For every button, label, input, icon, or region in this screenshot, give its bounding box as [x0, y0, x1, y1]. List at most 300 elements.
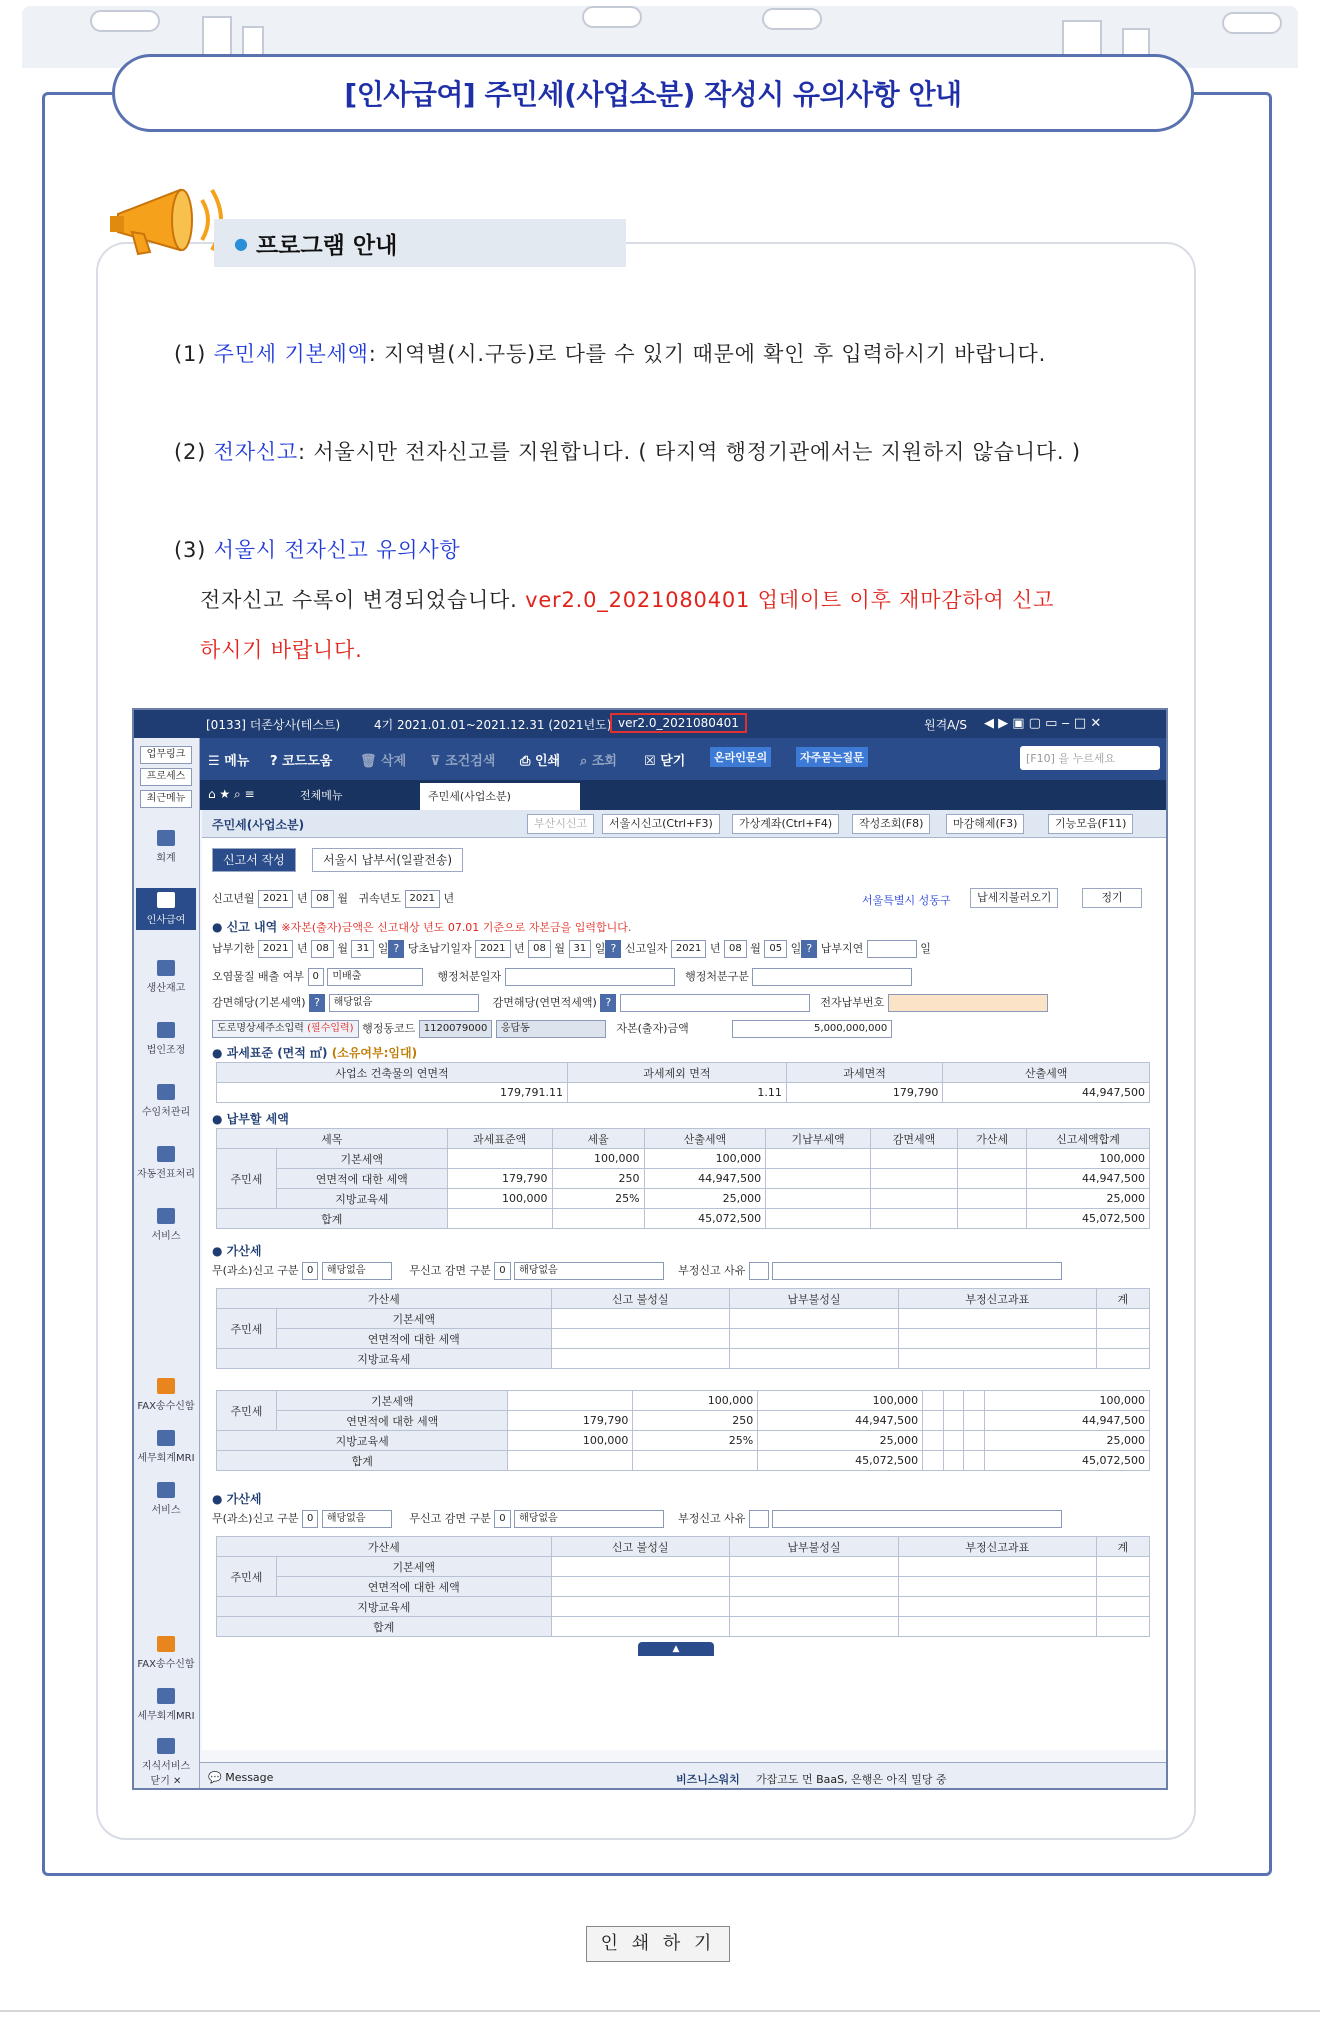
side-item[interactable]: 서비스 — [136, 1482, 196, 1516]
news-ticker[interactable]: 가잡고도 먼 BaaS, 은행은 아직 밀당 중 — [756, 1773, 947, 1786]
pollution-row: 오염물질 배출 여부 0 미배출 행정처분일자 행정처분구분 — [212, 968, 912, 986]
report-period-row: 신고년월 2021 년 08 월 귀속년도 2021 년 — [212, 890, 454, 908]
functions-button[interactable]: 기능모음(F11) — [1048, 814, 1133, 834]
table-cell[interactable] — [958, 1169, 1027, 1189]
due-day[interactable]: 31 — [351, 940, 374, 958]
table-cell: 기본세액 — [277, 1557, 552, 1577]
table-cell[interactable] — [958, 1149, 1027, 1169]
side-link[interactable]: 업무링크 — [140, 746, 192, 764]
query-button[interactable]: 작성조회(F8) — [852, 814, 930, 834]
table-cell[interactable] — [958, 1189, 1027, 1209]
help-icon[interactable]: ? — [600, 994, 616, 1012]
table-cell[interactable] — [508, 1391, 633, 1411]
monitor-icon — [157, 1482, 175, 1498]
cloud-decoration — [1222, 12, 1282, 34]
seoul-report-button[interactable]: 서울시신고(Ctrl+F3) — [602, 814, 720, 834]
menu-tabs — [200, 780, 1168, 810]
program-guide-tab — [214, 219, 626, 267]
orig-year[interactable]: 2021 — [475, 940, 510, 958]
table-header: 신고 불성실 — [551, 1537, 729, 1557]
online-inquiry-button[interactable]: 온라인문의 — [710, 747, 771, 767]
table-header: 가산세 — [217, 1537, 552, 1557]
people-icon — [157, 1084, 175, 1100]
note-3-line-2: 하시기 바랍니다. — [200, 638, 363, 662]
table-header: 산출세액 — [644, 1129, 766, 1149]
side-item[interactable]: 법인조정 — [136, 1022, 196, 1056]
home-icon[interactable]: ⌂ ★ ⌕ ≡ — [208, 787, 255, 801]
no-report-reduce-value: 해당없음 — [514, 1510, 664, 1528]
table-row — [217, 1169, 1150, 1189]
table-header: 산출세액 — [943, 1063, 1150, 1083]
table-cell — [958, 1209, 1027, 1229]
table-cell — [633, 1451, 758, 1471]
table-cell: 45,072,500 — [1027, 1209, 1150, 1229]
table-header: 납부불성실 — [729, 1537, 898, 1557]
form-area — [202, 810, 1166, 1750]
print-tool-button[interactable]: ⎙ 인쇄 — [520, 754, 561, 769]
table-cell[interactable] — [551, 1557, 729, 1577]
faq-button[interactable]: 자주묻는질문 — [796, 747, 868, 767]
building-decoration — [202, 16, 232, 56]
month-field[interactable]: 08 — [311, 890, 334, 908]
table-cell: 45,072,500 — [644, 1209, 766, 1229]
table-cell[interactable] — [871, 1169, 958, 1189]
penalty-row: 무(과소)신고 구분 0 해당없음 무신고 감면 구분 0 해당없음 부정신고 사유 — [212, 1262, 1062, 1280]
capital-field[interactable]: 5,000,000,000 — [732, 1020, 892, 1038]
table-cell[interactable] — [729, 1329, 898, 1349]
table-cell[interactable] — [943, 1411, 964, 1431]
table-cell[interactable]: 179,790 — [447, 1169, 552, 1189]
side-link[interactable]: 최근메뉴 — [140, 790, 192, 808]
table-cell — [766, 1209, 871, 1229]
table-row — [217, 1577, 1150, 1597]
fraud-code-field[interactable] — [749, 1262, 769, 1280]
tab-seoul-bill[interactable]: 서울시 납부서(일괄전송) — [312, 848, 463, 872]
row-group-label: 주민세 — [217, 1391, 277, 1431]
form-header — [202, 810, 1166, 838]
table-header: 과세면적 — [786, 1063, 942, 1083]
table-row — [217, 1391, 1150, 1411]
side-link[interactable]: 프로세스 — [140, 768, 192, 786]
table-cell: 기본세액 — [277, 1309, 552, 1329]
table-cell[interactable] — [923, 1431, 944, 1451]
row-group-label: 주민세 — [217, 1557, 277, 1597]
no-report-reduce-code[interactable]: 0 — [494, 1510, 510, 1528]
side-item[interactable]: 지식서비스 — [136, 1738, 196, 1772]
table-row — [217, 1597, 1150, 1617]
collapse-handle-icon[interactable]: ▲ — [638, 1642, 714, 1656]
due-month[interactable]: 08 — [311, 940, 334, 958]
side-item[interactable]: FAX송수신함 — [136, 1378, 196, 1412]
table-cell[interactable] — [551, 1329, 729, 1349]
table-cell: 연면적에 대한 세액 — [277, 1329, 552, 1349]
table-cell — [552, 1209, 644, 1229]
year-field[interactable]: 2021 — [258, 890, 293, 908]
table-row — [217, 1349, 1150, 1369]
company-label: [0133] 더존상사(테스트) — [206, 718, 341, 732]
note-2-highlight: 전자신고 — [213, 440, 298, 464]
no-report-value: 해당없음 — [322, 1262, 392, 1280]
table-cell[interactable] — [729, 1577, 898, 1597]
table-cell[interactable] — [898, 1577, 1096, 1597]
table-cell[interactable] — [871, 1189, 958, 1209]
table-cell[interactable] — [551, 1577, 729, 1597]
table-header: 가산세 — [958, 1129, 1027, 1149]
row-group-label: 주민세 — [217, 1309, 277, 1349]
building-decoration — [1122, 28, 1150, 56]
table-cell: 지방교육세 — [217, 1597, 552, 1617]
note-3-highlight: 서울시 전자신고 유의사항 — [213, 538, 461, 562]
table-cell[interactable]: 179,790 — [508, 1411, 633, 1431]
window-controls-icon[interactable]: ◀ ▶ ▣ ▢ ▭ ‒ □ ✕ — [984, 716, 1102, 731]
table-cell[interactable]: 100,000 — [508, 1431, 633, 1451]
table-header: 기납부세액 — [766, 1129, 871, 1149]
tax-base-section-title: ● 과세표준 (면적 ㎡) (소유여부:임대) — [212, 1046, 418, 1060]
table-cell[interactable] — [898, 1597, 1096, 1617]
table-cell — [551, 1617, 729, 1637]
table-cell[interactable] — [923, 1411, 944, 1431]
table-cell: 45,072,500 — [758, 1451, 923, 1471]
table-header: 세목 — [217, 1129, 448, 1149]
table-cell: 100,000 — [984, 1391, 1149, 1411]
penalty-section-title: ● 가산세 — [212, 1244, 262, 1258]
delete-button[interactable]: 🗑 삭제 — [360, 754, 407, 769]
period-label: 4기 2021.01.01~2021.12.31 (2021년도) — [374, 718, 612, 732]
side-item[interactable]: FAX송수신함 — [136, 1636, 196, 1670]
table-cell — [871, 1209, 958, 1229]
filter-button[interactable]: ⊽ 조건검색 — [430, 754, 496, 769]
table-cell[interactable] — [923, 1391, 944, 1411]
table-header: 과세제외 면적 — [567, 1063, 786, 1083]
help-icon[interactable]: ? — [388, 940, 404, 958]
disposal-type-field[interactable] — [752, 968, 912, 986]
table-cell[interactable] — [898, 1309, 1096, 1329]
side-item[interactable]: 생산재고 — [136, 960, 196, 994]
footer-divider — [0, 2010, 1320, 2012]
table-cell: 지방교육세 — [217, 1349, 552, 1369]
table-cell: 25,000 — [1027, 1189, 1150, 1209]
menu-button[interactable]: ☰ 메뉴 — [208, 754, 250, 769]
remote-as-link[interactable]: 원격A/S — [924, 718, 968, 732]
table-cell: 179,790 — [786, 1083, 942, 1103]
status-bar — [200, 1762, 1168, 1790]
table-cell: 기본세액 — [277, 1391, 508, 1411]
table-cell[interactable] — [551, 1349, 729, 1369]
table-cell[interactable]: 25% — [633, 1431, 758, 1451]
fax-icon — [157, 1378, 175, 1394]
side-item[interactable]: 수임처관리 — [136, 1084, 196, 1118]
note-1-highlight: 주민세 기본세액 — [213, 342, 369, 366]
table-cell[interactable] — [943, 1391, 964, 1411]
table-cell: 45,072,500 — [984, 1451, 1149, 1471]
payment-section-title: ● 납부할 세액 — [212, 1112, 289, 1126]
table-cell: 44,947,500 — [943, 1083, 1150, 1103]
search-tool-button[interactable]: ⌕ 조회 — [580, 754, 617, 769]
table-cell[interactable]: 100,000 — [552, 1149, 644, 1169]
penalty-row-2: 무(과소)신고 구분 0 해당없음 무신고 감면 구분 0 해당없음 부정신고 사유 — [212, 1510, 1062, 1528]
virtual-account-button[interactable]: 가상계좌(Ctrl+F4) — [732, 814, 839, 834]
table-cell — [898, 1617, 1096, 1637]
table-header: 신고 불성실 — [551, 1289, 729, 1309]
chart-icon — [157, 1430, 175, 1446]
table-cell — [923, 1451, 944, 1471]
chart-icon — [157, 1688, 175, 1704]
close-side-button[interactable]: 닫기 ✕ — [150, 1776, 182, 1787]
table-cell[interactable] — [729, 1557, 898, 1577]
table-row-total — [217, 1451, 1150, 1471]
table-cell — [1096, 1329, 1149, 1349]
penalty-section-title-2: ● 가산세 — [212, 1492, 262, 1506]
table-cell[interactable] — [898, 1557, 1096, 1577]
table-cell — [1096, 1349, 1149, 1369]
no-report-reduce-code[interactable]: 0 — [494, 1262, 510, 1280]
table-cell[interactable]: 1.11 — [567, 1083, 786, 1103]
building-decoration — [1062, 20, 1102, 56]
document-icon — [157, 1022, 175, 1038]
penalty-table-2 — [216, 1536, 1150, 1637]
table-cell — [1096, 1309, 1149, 1329]
program-screenshot — [132, 708, 1168, 1790]
table-cell — [508, 1451, 633, 1471]
district-label: 서울특별시 성동구 — [862, 894, 951, 907]
table-cell[interactable] — [898, 1329, 1096, 1349]
tab-report-write[interactable]: 신고서 작성 — [212, 848, 296, 872]
table-cell[interactable] — [551, 1309, 729, 1329]
table-cell[interactable] — [964, 1391, 985, 1411]
table-cell[interactable] — [898, 1349, 1096, 1369]
table-cell — [964, 1451, 985, 1471]
load-taxplace-button[interactable]: 납세지불러오기 — [970, 888, 1058, 908]
fraud-reason-field[interactable] — [772, 1262, 1062, 1280]
side-item[interactable]: 세무회계MRI — [136, 1430, 196, 1464]
table-cell[interactable]: 100,000 — [447, 1189, 552, 1209]
table-cell: 지방교육세 — [217, 1431, 508, 1451]
table-cell[interactable]: 25% — [552, 1189, 644, 1209]
report-year[interactable]: 2021 — [671, 940, 706, 958]
table-row — [217, 1557, 1150, 1577]
app-titlebar — [134, 710, 1168, 738]
auto-slip-icon — [157, 1146, 175, 1162]
reduction-basic-field[interactable]: 해당없음 — [329, 994, 479, 1012]
row-group-label: 주민세 — [217, 1149, 277, 1209]
attr-year-field[interactable]: 2021 — [405, 890, 440, 908]
note-3 — [174, 534, 461, 564]
table-cell: 25,000 — [644, 1189, 766, 1209]
cloud-decoration — [582, 6, 642, 28]
page-title: [인사급여] 주민세(사업소분) 작성시 유의사항 안내 — [344, 78, 962, 111]
table-header: 납부불성실 — [729, 1289, 898, 1309]
table-row — [217, 1411, 1150, 1431]
note-3-plain: 전자신고 수록이 변경되었습니다. — [200, 588, 526, 612]
table-cell: 44,947,500 — [1027, 1169, 1150, 1189]
note-1-text: : 지역별(시.구등)로 다를 수 있기 때문에 확인 후 입력하시기 바랍니다. — [368, 342, 1047, 366]
table-cell: 연면적에 대한 세액 — [277, 1577, 552, 1597]
table-cell — [729, 1617, 898, 1637]
table-row-total — [217, 1617, 1150, 1637]
table-row — [217, 1149, 1150, 1169]
person-icon — [157, 892, 175, 908]
table-cell: 합계 — [217, 1617, 552, 1637]
address-input-button[interactable]: 도로명상세주소입력 (필수입력) — [212, 1020, 359, 1038]
table-header: 부정신고과표 — [898, 1537, 1096, 1557]
note-2-text: : 서울시만 전자신고를 지원합니다. ( 타지역 행정기관에서는 지원하지 않습니다. ) — [297, 440, 1081, 464]
table-header: 신고세액합계 — [1027, 1129, 1150, 1149]
version-label: ver2.0_2021080401 — [610, 713, 747, 733]
table-cell — [1096, 1597, 1149, 1617]
cloud-decoration — [90, 10, 160, 32]
side-item[interactable]: 서비스 — [136, 1208, 196, 1242]
orig-day[interactable]: 31 — [569, 940, 592, 958]
table-cell[interactable] — [964, 1411, 985, 1431]
table-cell: 100,000 — [1027, 1149, 1150, 1169]
note-3-number: (3) — [174, 538, 214, 562]
note-1-number: (1) — [174, 342, 214, 366]
help-icon[interactable]: ? — [801, 940, 817, 958]
fraud-code-field[interactable] — [749, 1510, 769, 1528]
table-cell: 44,947,500 — [984, 1411, 1149, 1431]
table-cell[interactable] — [729, 1309, 898, 1329]
table-cell[interactable]: 179,791.11 — [217, 1083, 568, 1103]
table-cell: 100,000 — [644, 1149, 766, 1169]
no-report-value: 해당없음 — [322, 1510, 392, 1528]
table-cell: 100,000 — [758, 1391, 923, 1411]
table-cell[interactable] — [766, 1189, 871, 1209]
regular-button[interactable]: 정기 — [1082, 888, 1142, 908]
search-input[interactable]: [F10] 을 누르세요 — [1020, 746, 1160, 770]
reduction-row: 감면해당(기본세액) ? 해당없음 감면해당(연면적세액) ? 전자납부번호 — [212, 994, 1048, 1012]
print-button[interactable]: 인 쇄 하 기 — [586, 1926, 730, 1962]
code-help-button[interactable]: ? 코드도움 — [270, 754, 333, 769]
help-icon[interactable]: ? — [309, 994, 325, 1012]
table-cell: 합계 — [217, 1209, 448, 1229]
tab-resident-tax[interactable]: 주민세(사업소분) — [420, 783, 580, 810]
table-header: 세율 — [552, 1129, 644, 1149]
note-1 — [174, 338, 1046, 368]
program-guide-label: 프로그램 안내 — [255, 232, 398, 259]
note-2-number: (2) — [174, 440, 214, 464]
unlock-button[interactable]: 마감해제(F3) — [946, 814, 1024, 834]
building-decoration — [242, 26, 264, 56]
form-title: 주민세(사업소분) — [212, 818, 305, 832]
table-cell — [1096, 1617, 1149, 1637]
side-item[interactable]: 세무회계MRI — [136, 1688, 196, 1722]
table-cell[interactable]: 250 — [552, 1169, 644, 1189]
table-cell[interactable] — [729, 1349, 898, 1369]
news-source: 비즈니스워치 — [676, 1773, 740, 1786]
table-cell[interactable] — [766, 1169, 871, 1189]
table-cell: 25,000 — [758, 1431, 923, 1451]
orig-month[interactable]: 08 — [528, 940, 551, 958]
close-tool-button[interactable]: ☒ 닫기 — [644, 754, 686, 769]
calculator-icon — [157, 830, 175, 846]
note-3-line-1 — [200, 584, 1054, 614]
admin-code-field[interactable]: 1120079000 — [419, 1020, 493, 1038]
table-cell — [1096, 1577, 1149, 1597]
table-header: 계 — [1096, 1537, 1149, 1557]
message-button[interactable]: 💬 Message — [208, 1771, 274, 1784]
table-row — [217, 1329, 1150, 1349]
fraud-reason-field[interactable] — [772, 1510, 1062, 1528]
report-month[interactable]: 08 — [724, 940, 747, 958]
table-cell: 연면적에 대한 세액 — [277, 1169, 448, 1189]
no-report-code[interactable]: 0 — [302, 1510, 318, 1528]
payment-table — [216, 1128, 1150, 1229]
table-row — [217, 1189, 1150, 1209]
table-cell[interactable] — [964, 1431, 985, 1451]
no-report-code[interactable]: 0 — [302, 1262, 318, 1280]
table-cell: 44,947,500 — [644, 1169, 766, 1189]
table-cell: 합계 — [217, 1451, 508, 1471]
table-cell[interactable] — [551, 1597, 729, 1617]
due-date-row: 납부기한 2021 년 08 월 31 일 ? 당초납기일자 2021 년 08 월 31 일 ? 신고일자 2021 년 08 월 05 일 ? 납부지연 일 — [212, 940, 931, 958]
report-day[interactable]: 05 — [764, 940, 787, 958]
table-header: 계 — [1096, 1289, 1149, 1309]
e-payment-number-field[interactable] — [888, 994, 1048, 1012]
table-header: 과세표준액 — [447, 1129, 552, 1149]
side-item-active[interactable]: 인사급여 — [136, 888, 196, 930]
pollution-value: 미배출 — [327, 968, 423, 986]
table-cell: 기본세액 — [277, 1149, 448, 1169]
help-icon[interactable]: ? — [605, 940, 621, 958]
table-cell[interactable] — [943, 1431, 964, 1451]
pollution-code[interactable]: 0 — [308, 968, 324, 986]
table-cell: 44,947,500 — [758, 1411, 923, 1431]
disposal-date-field[interactable] — [505, 968, 675, 986]
no-report-reduce-value: 해당없음 — [514, 1262, 664, 1280]
table-header: 부정신고과표 — [898, 1289, 1096, 1309]
monitor-icon — [157, 1208, 175, 1224]
table-cell: 25,000 — [984, 1431, 1149, 1451]
table-row — [217, 1309, 1150, 1329]
side-nav — [134, 738, 200, 1790]
address-row: 도로명상세주소입력 (필수입력) 행정동코드 1120079000 응답동 자본(출자)금액 5,000,000,000 — [212, 1020, 892, 1038]
penalty-table — [216, 1288, 1150, 1369]
table-header: 가산세 — [217, 1289, 552, 1309]
table-cell[interactable] — [871, 1149, 958, 1169]
due-year[interactable]: 2021 — [258, 940, 293, 958]
title-banner — [112, 54, 1194, 132]
payment-table-copy — [216, 1390, 1150, 1471]
tab-all-menu[interactable]: 전체메뉴 — [300, 789, 343, 802]
table-cell[interactable] — [729, 1597, 898, 1617]
fax-icon — [157, 1636, 175, 1652]
bullet-icon: ● — [234, 233, 248, 253]
table-cell — [1096, 1557, 1149, 1577]
table-cell[interactable]: 100,000 — [633, 1391, 758, 1411]
tax-base-table — [216, 1062, 1150, 1103]
delay-field[interactable] — [867, 940, 917, 958]
table-cell: 연면적에 대한 세액 — [277, 1411, 508, 1431]
cloud-decoration — [762, 8, 822, 30]
reduction-area-field[interactable] — [620, 994, 810, 1012]
table-cell: 지방교육세 — [277, 1189, 448, 1209]
table-cell — [447, 1209, 552, 1229]
note-3-red: ver2.0_2021080401 업데이트 이후 재마감하여 신고 — [525, 588, 1055, 612]
table-cell[interactable] — [447, 1149, 552, 1169]
busan-report-button[interactable]: 부산시신고 — [527, 814, 594, 834]
grid-icon — [157, 960, 175, 976]
table-cell[interactable] — [766, 1149, 871, 1169]
table-header: 사업소 건축물의 연면적 — [217, 1063, 568, 1083]
report-section-title: ● 신고 내역 ※자본(출자)금액은 신고대상 년도 07.01 기준으로 자본금을 입력합니다. — [212, 920, 632, 934]
side-item[interactable]: 회계 — [136, 830, 196, 864]
table-row — [217, 1431, 1150, 1451]
note-2 — [174, 436, 1081, 466]
table-header: 감면세액 — [871, 1129, 958, 1149]
admin-dong-field: 응답동 — [496, 1020, 606, 1038]
side-item[interactable]: 자동전표처리 — [136, 1146, 196, 1180]
table-cell[interactable]: 250 — [633, 1411, 758, 1431]
